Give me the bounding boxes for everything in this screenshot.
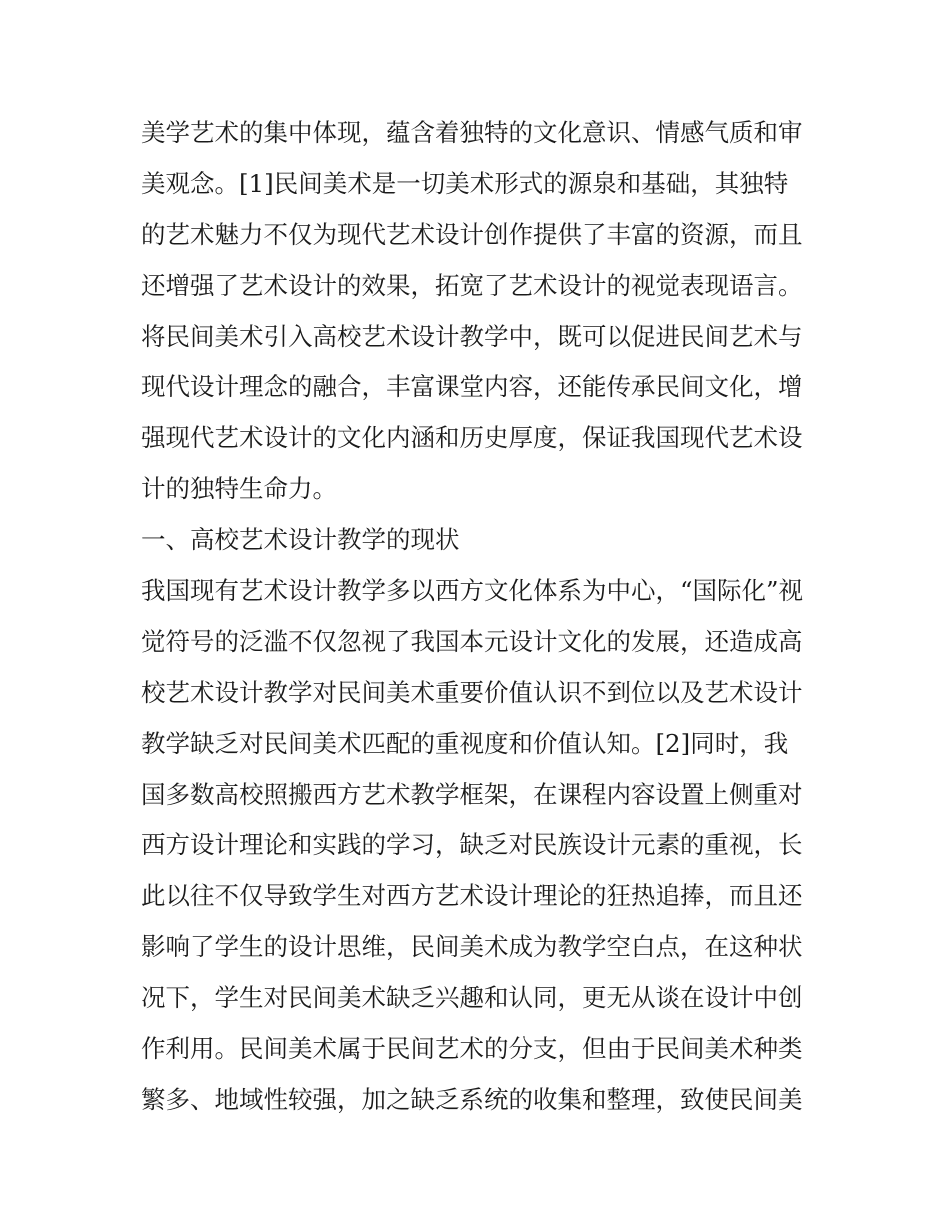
text-line: 作利用。民间美术属于民间艺术的分支，但由于民间美术种类 [141, 1034, 803, 1064]
body-text [141, 108, 821, 1126]
text-line: 的艺术魅力不仅为现代艺术设计创作提供了丰富的资源，而且 [141, 219, 803, 249]
text-line: 我国现有艺术设计教学多以西方文化体系为中心，“国际化”视 [141, 576, 804, 606]
text-line: 还增强了艺术设计的效果，拓宽了艺术设计的视觉表现语言。 [141, 270, 803, 300]
text-line: 美学艺术的集中体现，蕴含着独特的文化意识、情感气质和审 [141, 118, 803, 147]
text-line: 美观念。[1]民间美术是一切美术形式的源泉和基础，其独特 [141, 168, 789, 198]
text-line: 此以往不仅导致学生对西方艺术设计理论的狂热追捧，而且还 [141, 881, 803, 911]
text-line: 计的独特生命力。 [141, 474, 337, 504]
text-line: 影响了学生的设计思维，民间美术成为教学空白点，在这种状 [141, 932, 803, 962]
text-line: 将民间美术引入高校艺术设计教学中，既可以促进民间艺术与 [141, 321, 803, 351]
text-line: 国多数高校照搬西方艺术教学框架，在课程内容设置上侧重对 [141, 779, 803, 809]
section-heading: 一、高校艺术设计教学的现状 [141, 525, 460, 555]
text-line: 强现代艺术设计的文化内涵和历史厚度，保证我国现代艺术设 [141, 423, 803, 453]
text-line: 西方设计理论和实践的学习，缺乏对民族设计元素的重视，长 [141, 830, 803, 860]
text-line: 校艺术设计教学对民间美术重要价值认识不到位以及艺术设计 [141, 677, 803, 707]
text-line: 教学缺乏对民间美术匹配的重视度和价值认知。[2]同时，我 [141, 728, 789, 758]
text-line: 况下，学生对民间美术缺乏兴趣和认同，更无从谈在设计中创 [141, 983, 803, 1013]
text-line: 繁多、地域性较强，加之缺乏系统的收集和整理，致使民间美 [141, 1084, 803, 1114]
text-line: 现代设计理念的融合，丰富课堂内容，还能传承民间文化，增 [141, 372, 803, 402]
text-line: 觉符号的泛滥不仅忽视了我国本元设计文化的发展，还造成高 [141, 626, 803, 656]
